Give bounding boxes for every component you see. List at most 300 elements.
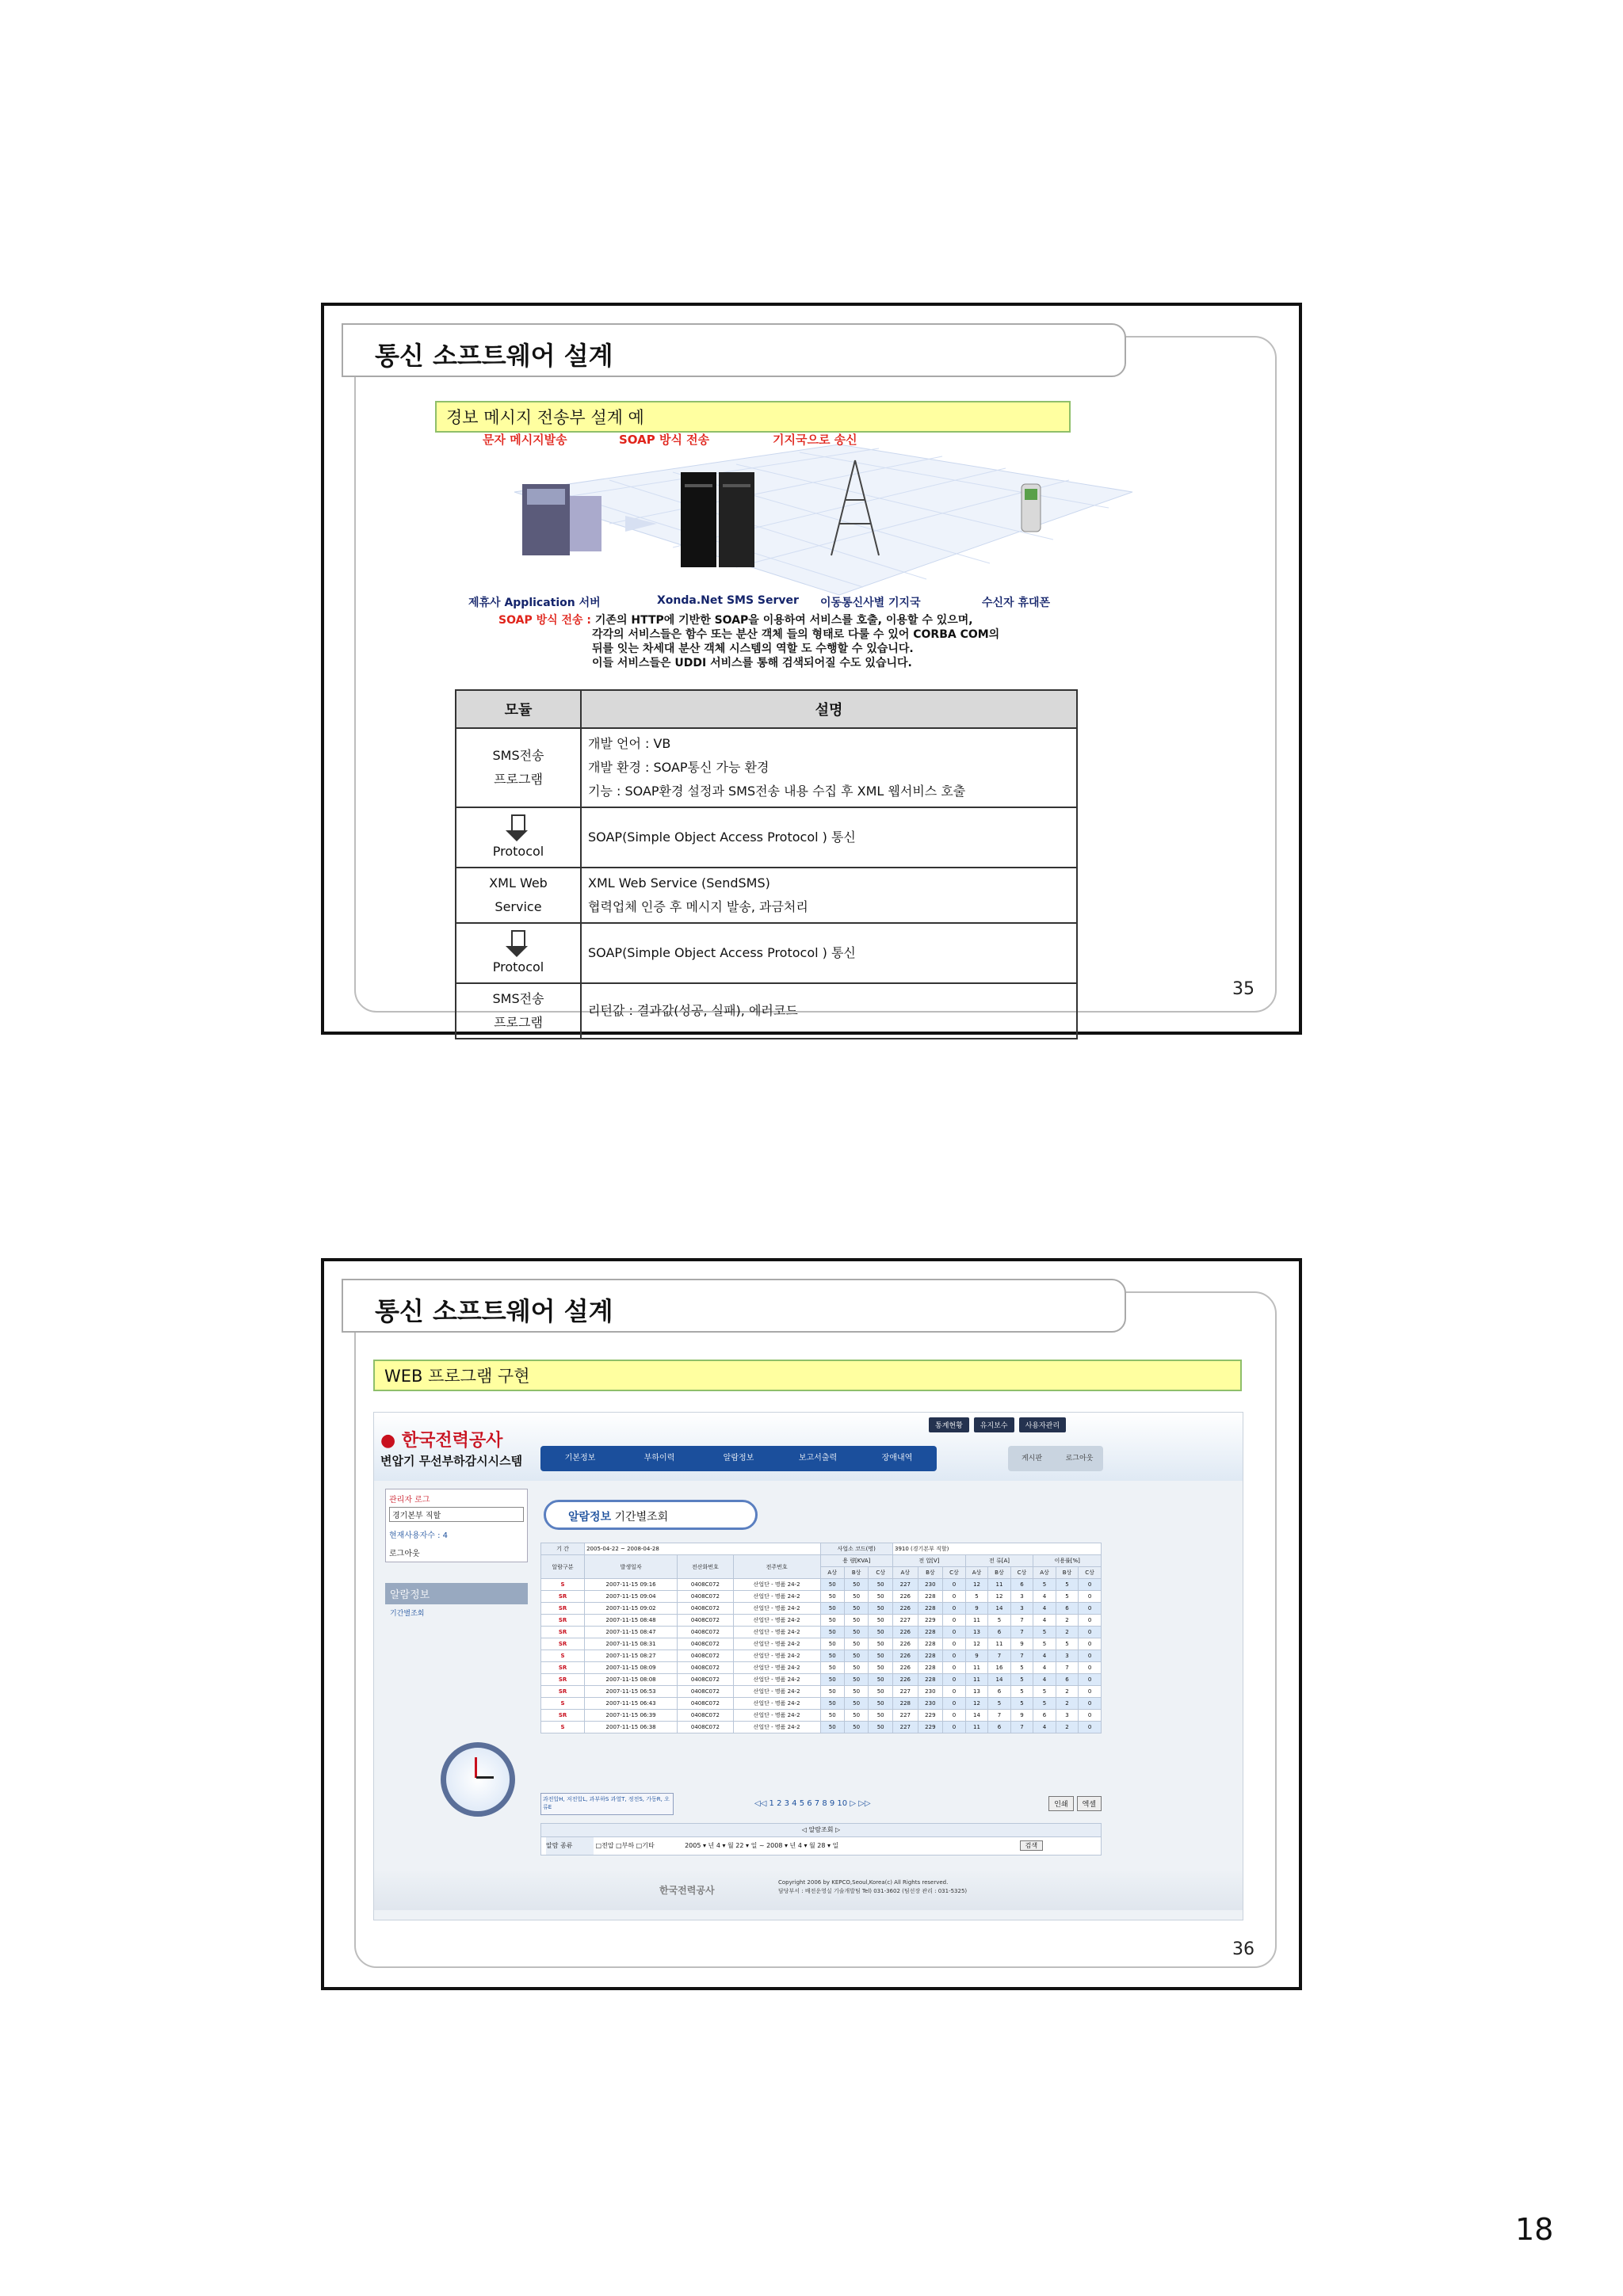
table-cell: 50: [844, 1710, 868, 1722]
arrow-down-icon: [511, 930, 525, 948]
table-cell: 226: [893, 1650, 918, 1662]
top-link-users[interactable]: 사용자관리: [1019, 1417, 1066, 1432]
table-cell: 50: [820, 1698, 844, 1710]
diagram-caption-app-server: 제휴사 Application 서버: [468, 597, 601, 609]
table-cell: 7: [1010, 1627, 1033, 1638]
table-cell: 2007-11-15 06:43: [585, 1698, 678, 1710]
table-cell: 50: [844, 1627, 868, 1638]
alarm-type-cell: SR: [541, 1591, 585, 1603]
table-cell: 226: [893, 1627, 918, 1638]
slide-page-number: 36: [1232, 1939, 1254, 1959]
table-cell: 5: [965, 1591, 987, 1603]
table-cell: 산업단 - 명품 24-2: [733, 1615, 820, 1627]
table-cell: 산업단 - 명품 24-2: [733, 1674, 820, 1686]
table-cell: 0408C072: [678, 1650, 734, 1662]
alarm-type-cell: SR: [541, 1662, 585, 1674]
table-cell: 3: [1010, 1591, 1033, 1603]
table-cell: 229: [918, 1615, 943, 1627]
diagram-label-soap: SOAP 방식 전송: [619, 433, 710, 447]
table-cell: 50: [869, 1686, 893, 1698]
table-cell: 5: [1056, 1579, 1078, 1591]
module-cell: Protocol: [456, 807, 581, 868]
table-cell: 11: [988, 1579, 1010, 1591]
table-cell: 5: [1010, 1698, 1033, 1710]
table-cell: 산업단 - 명품 24-2: [733, 1591, 820, 1603]
table-cell: 4: [1033, 1615, 1056, 1627]
table-cell: 50: [844, 1722, 868, 1733]
table-cell: 50: [869, 1662, 893, 1674]
alarm-type-cell: SR: [541, 1710, 585, 1722]
table-cell: 50: [869, 1603, 893, 1615]
title-tab: [342, 323, 1126, 377]
diagram-caption-base-station: 이동통신사별 기지국: [820, 597, 921, 609]
table-cell: 4: [1033, 1722, 1056, 1733]
table-cell: 0: [1079, 1710, 1102, 1722]
table-cell: 5: [1033, 1686, 1056, 1698]
alarm-type-cell: S: [541, 1698, 585, 1710]
table-cell: 4: [1033, 1662, 1056, 1674]
sub-nav: [1008, 1446, 1103, 1471]
table-cell: 7: [988, 1650, 1010, 1662]
table-cell: 227: [893, 1710, 918, 1722]
table-cell: 9: [1010, 1638, 1033, 1650]
table-cell: 0408C072: [678, 1662, 734, 1674]
table-cell: 2: [1056, 1722, 1078, 1733]
table-row[interactable]: [541, 1615, 1102, 1627]
table-cell: 5: [1033, 1638, 1056, 1650]
table-cell: 산업단 - 명품 24-2: [733, 1638, 820, 1650]
table-cell: 5: [1010, 1674, 1033, 1686]
table-cell: 11: [965, 1662, 987, 1674]
excel-button[interactable]: 엑셀: [1077, 1796, 1102, 1811]
alarm-search-title: ◁ 알람조회 ▷: [540, 1823, 1102, 1837]
soap-note-line: 이들 서비스들은 UDDI 서비스를 통해 검색되어질 수도 있습니다.: [592, 657, 912, 669]
table-row[interactable]: [541, 1722, 1102, 1733]
table-cell: 산업단 - 명품 24-2: [733, 1722, 820, 1733]
col-header: 용 량[KVA]: [820, 1555, 893, 1567]
phase-header: C상: [869, 1567, 893, 1579]
phase-header: B상: [918, 1567, 943, 1579]
phase-header: A상: [1033, 1567, 1056, 1579]
table-cell: 0: [943, 1615, 966, 1627]
table-row[interactable]: [541, 1710, 1102, 1722]
phase-header: B상: [988, 1567, 1010, 1579]
module-cell: SMS전송 프로그램: [456, 983, 581, 1039]
desc-cell: SOAP(Simple Object Access Protocol ) 통신: [581, 923, 1077, 983]
table-cell: 0: [943, 1674, 966, 1686]
table-cell: 230: [918, 1579, 943, 1591]
web-footer: [374, 1869, 1243, 1910]
table-cell: 228: [918, 1674, 943, 1686]
left-panel: [385, 1489, 528, 1901]
panel-title: 알람정보 기간별조회: [544, 1500, 758, 1530]
phase-header: A상: [965, 1567, 987, 1579]
col-header: 전주번호: [733, 1555, 820, 1579]
alarm-kind-label: 알람 종류: [546, 1837, 594, 1855]
soap-note-line: 각각의 서비스들은 함수 또는 분산 객체 들의 형태로 다룰 수 있어 CORBA COM의: [592, 628, 1000, 641]
table-cell: 2007-11-15 08:08: [585, 1674, 678, 1686]
alarm-type-cell: SR: [541, 1615, 585, 1627]
col-header: 이용률[%]: [1033, 1555, 1102, 1567]
table-cell: 0: [1079, 1627, 1102, 1638]
nav-faults[interactable]: 장애내역: [881, 1454, 913, 1463]
table-cell: 0: [1079, 1579, 1102, 1591]
login-box: [385, 1489, 528, 1562]
table-cell: 0: [1079, 1638, 1102, 1650]
pager-bar: [540, 1793, 1102, 1817]
table-cell: 0: [1079, 1650, 1102, 1662]
table-cell: 2007-11-15 09:02: [585, 1603, 678, 1615]
col-header: 전 압[V]: [893, 1555, 966, 1567]
table-cell: 산업단 - 명품 24-2: [733, 1603, 820, 1615]
table-cell: 50: [820, 1591, 844, 1603]
table-cell: 11: [965, 1674, 987, 1686]
table-cell: 50: [820, 1674, 844, 1686]
table-cell: 13: [965, 1686, 987, 1698]
alarm-type-cell: S: [541, 1722, 585, 1733]
alarm-type-cell: S: [541, 1650, 585, 1662]
login-label: 관리자 로그: [389, 1496, 430, 1505]
top-link-maintenance[interactable]: 유지보수: [974, 1417, 1014, 1432]
table-cell: 12: [965, 1638, 987, 1650]
date-range-selects[interactable]: 2005 ▾ 년 4 ▾ 월 22 ▾ 일 ~ 2008 ▾ 년 4 ▾ 월 28 ▾ 일: [685, 1842, 839, 1849]
nav-report[interactable]: 보고서출력: [798, 1454, 838, 1463]
subtitle-text: 경보 메시지 전송부 설계 예: [446, 408, 644, 427]
table-cell: 5: [1056, 1591, 1078, 1603]
system-name: 변압기 무선부하감시시스템: [380, 1454, 523, 1468]
nav-logout[interactable]: 로그아웃: [1065, 1455, 1094, 1463]
phase-header: C상: [1079, 1567, 1102, 1579]
title-tab: [342, 1279, 1126, 1333]
table-cell: 13: [965, 1627, 987, 1638]
table-cell: 50: [844, 1686, 868, 1698]
table-header: 설명: [581, 690, 1077, 728]
table-cell: 0408C072: [678, 1698, 734, 1710]
alarm-kind-checkboxes[interactable]: □전압 □부하 □기타: [595, 1842, 655, 1849]
table-cell: 50: [869, 1698, 893, 1710]
table-header-row: [456, 690, 1077, 728]
col-header: 알람구분: [541, 1555, 585, 1579]
table-cell: 50: [844, 1638, 868, 1650]
table-cell: 7: [1056, 1662, 1078, 1674]
table-row[interactable]: [541, 1674, 1102, 1686]
table-cell: 50: [820, 1710, 844, 1722]
slide-36: [321, 1258, 1302, 1990]
print-button[interactable]: 인쇄: [1048, 1796, 1073, 1811]
slide-title: 통신 소프트웨어 설계: [375, 341, 613, 371]
table-cell: 산업단 - 명품 24-2: [733, 1650, 820, 1662]
table-header-row: [541, 1555, 1102, 1567]
nav-load-history[interactable]: 부하이력: [643, 1454, 675, 1463]
diagram-label-tower: 기지국으로 송신: [773, 433, 857, 447]
table-cell: 6: [988, 1686, 1010, 1698]
table-cell: 14: [988, 1674, 1010, 1686]
nav-basic-info[interactable]: 기본정보: [564, 1454, 596, 1463]
table-cell: 228: [893, 1698, 918, 1710]
table-row: [456, 807, 1077, 868]
current-users: 현재사용자수 : 4: [389, 1531, 449, 1540]
phase-header: C상: [943, 1567, 966, 1579]
table-row[interactable]: [541, 1603, 1102, 1615]
table-cell: 산업단 - 명품 24-2: [733, 1627, 820, 1638]
table-cell: 50: [869, 1722, 893, 1733]
table-cell: 6: [1056, 1674, 1078, 1686]
table-cell: 5: [1056, 1638, 1078, 1650]
table-row[interactable]: [541, 1627, 1102, 1638]
module-cell: Protocol: [456, 923, 581, 983]
table-cell: 11: [988, 1638, 1010, 1650]
subtitle-box: [373, 1360, 1242, 1391]
module-cell: SMS전송 프로그램: [456, 728, 581, 807]
soap-note-line: 기존의 HTTP에 기반한 SOAP을 이용하여 서비스를 호출, 이용할 수 있으며,: [594, 614, 973, 627]
table-cell: 228: [918, 1627, 943, 1638]
table-cell: 226: [893, 1591, 918, 1603]
table-cell: 0408C072: [678, 1710, 734, 1722]
table-row[interactable]: [541, 1698, 1102, 1710]
diagram-caption-sms-server: Xonda.Net SMS Server: [657, 594, 799, 607]
table-cell: 0: [943, 1603, 966, 1615]
table-cell: 50: [869, 1710, 893, 1722]
desc-cell: 개발 언어 : VB 개발 환경 : SOAP통신 가능 환경 기능 : SOAP환경 설정과 SMS전송 내용 수집 후 XML 웹서비스 호출: [581, 728, 1077, 807]
kepco-logo: ● 한국전력공사: [380, 1431, 503, 1451]
table-cell: 2007-11-15 08:47: [585, 1627, 678, 1638]
table-cell: 7: [1010, 1615, 1033, 1627]
table-cell: 6: [988, 1722, 1010, 1733]
phase-header: A상: [820, 1567, 844, 1579]
nav-alarm-info[interactable]: 알람정보: [723, 1454, 754, 1463]
table-row[interactable]: [541, 1638, 1102, 1650]
phase-header: B상: [844, 1567, 868, 1579]
table-cell: 2007-11-15 08:09: [585, 1662, 678, 1674]
table-cell: 50: [844, 1591, 868, 1603]
table-cell: 228: [918, 1638, 943, 1650]
table-cell: 0: [943, 1650, 966, 1662]
table-cell: 6: [1010, 1579, 1033, 1591]
table-cell: 2: [1056, 1615, 1078, 1627]
alarm-type-cell: SR: [541, 1638, 585, 1650]
footer-copyright: Copyright 2006 by KEPCO,Seoul,Korea(c) All Rights reserved. 담당부서 : 배전운영실 기술개발팀 Tel) 031-3602 (팀선장 관리 : 031-5325): [778, 1879, 968, 1894]
table-cell: 14: [965, 1710, 987, 1722]
table-cell: 7: [1010, 1650, 1033, 1662]
table-row: [456, 983, 1077, 1039]
table-cell: 50: [820, 1603, 844, 1615]
table-cell: 산업단 - 명품 24-2: [733, 1579, 820, 1591]
table-cell: 230: [918, 1698, 943, 1710]
table-cell: 0408C072: [678, 1579, 734, 1591]
table-cell: 4: [1033, 1603, 1056, 1615]
table-cell: 50: [844, 1698, 868, 1710]
table-cell: 2007-11-15 06:53: [585, 1686, 678, 1698]
table-cell: 4: [1033, 1674, 1056, 1686]
col-header: 발생일자: [585, 1555, 678, 1579]
table-cell: 50: [820, 1627, 844, 1638]
table-row[interactable]: [541, 1579, 1102, 1591]
table-cell: 0: [943, 1722, 966, 1733]
table-cell: 50: [820, 1615, 844, 1627]
table-cell: 227: [893, 1579, 918, 1591]
table-cell: 50: [820, 1650, 844, 1662]
table-cell: 229: [918, 1722, 943, 1733]
table-cell: 50: [844, 1615, 868, 1627]
table-cell: 50: [844, 1603, 868, 1615]
table-cell: 2007-11-15 06:38: [585, 1722, 678, 1733]
table-row: [456, 923, 1077, 983]
logout-link[interactable]: 로그아웃: [389, 1550, 420, 1558]
soap-note-key: SOAP 방식 전송 :: [498, 614, 592, 627]
alarm-search: [540, 1823, 1102, 1859]
pagination[interactable]: ◁◁ 1 2 3 4 5 6 7 8 9 10 ▷ ▷▷: [754, 1799, 871, 1808]
web-screenshot: [373, 1412, 1243, 1920]
table-cell: 5: [988, 1615, 1010, 1627]
alarm-clock-icon: [441, 1742, 515, 1817]
table-cell: 2007-11-15 08:48: [585, 1615, 678, 1627]
table-cell: 0: [1079, 1674, 1102, 1686]
table-cell: 4: [1033, 1591, 1056, 1603]
table-cell: 12: [965, 1579, 987, 1591]
table-cell: 50: [869, 1627, 893, 1638]
table-cell: 산업단 - 명품 24-2: [733, 1698, 820, 1710]
col-header: 전 류[A]: [965, 1555, 1033, 1567]
table-row[interactable]: [541, 1686, 1102, 1698]
phase-header: B상: [1056, 1567, 1078, 1579]
table-row[interactable]: [541, 1591, 1102, 1603]
table-cell: 0: [1079, 1662, 1102, 1674]
slide-35: [321, 303, 1302, 1035]
table-cell: 3: [1010, 1603, 1033, 1615]
document-page-number: 18: [1515, 2212, 1554, 2247]
table-cell: 5: [1033, 1579, 1056, 1591]
table-cell: 3: [1056, 1710, 1078, 1722]
table-cell: 9: [965, 1603, 987, 1615]
table-cell: 0408C072: [678, 1591, 734, 1603]
table-cell: 228: [918, 1591, 943, 1603]
office-label: 사업소 코드(명): [820, 1543, 893, 1555]
alarm-search-row: [540, 1837, 1102, 1855]
table-header: 모듈: [456, 690, 581, 728]
alarm-type-cell: SR: [541, 1603, 585, 1615]
table-cell: 50: [869, 1650, 893, 1662]
table-cell: 226: [893, 1662, 918, 1674]
table-cell: 0: [1079, 1603, 1102, 1615]
table-cell: 산업단 - 명품 24-2: [733, 1710, 820, 1722]
table-cell: 50: [869, 1591, 893, 1603]
nav-board[interactable]: 게시판: [1021, 1455, 1043, 1463]
soap-description: [498, 613, 1053, 670]
table-cell: 5: [988, 1698, 1010, 1710]
table-cell: 50: [844, 1662, 868, 1674]
table-cell: 50: [820, 1686, 844, 1698]
table-cell: 0408C072: [678, 1674, 734, 1686]
search-button[interactable]: 검색: [1020, 1840, 1043, 1851]
module-cell: XML Web Service: [456, 868, 581, 923]
table-cell: 0408C072: [678, 1722, 734, 1733]
web-header: [374, 1413, 1243, 1481]
desc-cell: XML Web Service (SendSMS) 협력업체 인증 후 메시지 발송, 과금처리: [581, 868, 1077, 923]
table-cell: 산업단 - 명품 24-2: [733, 1686, 820, 1698]
alarm-type-cell: SR: [541, 1674, 585, 1686]
table-cell: 226: [893, 1603, 918, 1615]
table-cell: 6: [1056, 1603, 1078, 1615]
slide-title: 통신 소프트웨어 설계: [375, 1296, 613, 1326]
branch-select[interactable]: 경기본부 직할: [389, 1507, 524, 1522]
table-cell: 0: [943, 1579, 966, 1591]
table-cell: 0: [943, 1591, 966, 1603]
alarm-type-cell: S: [541, 1579, 585, 1591]
diagram-label-send: 문자 메시지발송: [483, 433, 567, 447]
table-cell: 2: [1056, 1627, 1078, 1638]
table-row: [456, 868, 1077, 923]
table-row: [456, 728, 1077, 807]
alarm-type-cell: SR: [541, 1686, 585, 1698]
phase-header: A상: [893, 1567, 918, 1579]
table-cell: 5: [1010, 1662, 1033, 1674]
table-cell: 0408C072: [678, 1638, 734, 1650]
left-item-period[interactable]: 기간별조회: [390, 1610, 425, 1618]
table-cell: 0408C072: [678, 1615, 734, 1627]
table-cell: 0: [943, 1662, 966, 1674]
table-cell: 0: [1079, 1615, 1102, 1627]
table-cell: 12: [965, 1698, 987, 1710]
desc-cell: 리턴값 : 결과값(성공, 실패), 에러코드: [581, 983, 1077, 1039]
period-label: 기 간: [541, 1543, 585, 1555]
table-cell: 226: [893, 1674, 918, 1686]
left-section-alarm[interactable]: 알람정보: [385, 1583, 528, 1604]
table-cell: 50: [844, 1579, 868, 1591]
table-cell: 227: [893, 1722, 918, 1733]
table-cell: 6: [1033, 1710, 1056, 1722]
alarm-table: [540, 1543, 1102, 1733]
diagram-graphic: [467, 437, 1164, 619]
module-table: [455, 689, 1078, 1039]
table-cell: 9: [1010, 1710, 1033, 1722]
footer-logo: 한국전력공사: [659, 1885, 715, 1896]
table-cell: 227: [893, 1686, 918, 1698]
table-cell: 4: [1033, 1650, 1056, 1662]
table-cell: 228: [918, 1662, 943, 1674]
alarm-type-cell: SR: [541, 1627, 585, 1638]
action-buttons: [1048, 1796, 1102, 1811]
diagram-caption-phone: 수신자 휴대폰: [982, 597, 1051, 609]
table-cell: 12: [988, 1591, 1010, 1603]
main-nav: [540, 1446, 937, 1471]
table-cell: 2007-11-15 09:16: [585, 1579, 678, 1591]
phase-header: C상: [1010, 1567, 1033, 1579]
table-cell: 230: [918, 1686, 943, 1698]
table-cell: 7: [988, 1710, 1010, 1722]
table-cell: 16: [988, 1662, 1010, 1674]
table-cell: 2007-11-15 08:27: [585, 1650, 678, 1662]
soap-note-line: 뒤를 잇는 차세대 분산 객체 시스템의 역할 도 수행할 수 있습니다.: [592, 643, 914, 655]
table-cell: 5: [1033, 1698, 1056, 1710]
table-cell: 229: [918, 1710, 943, 1722]
table-cell: 50: [844, 1674, 868, 1686]
top-link-stats[interactable]: 통계현황: [929, 1417, 969, 1432]
table-row[interactable]: [541, 1662, 1102, 1674]
slide-page-number: 35: [1232, 979, 1254, 999]
table-cell: 0408C072: [678, 1686, 734, 1698]
table-cell: 227: [893, 1615, 918, 1627]
table-cell: 0: [1079, 1722, 1102, 1733]
severity-legend: 과전압H, 저전압L, 과부하S 과열T, 정전S, 가동R, 오류E: [540, 1793, 674, 1815]
table-cell: 2: [1056, 1698, 1078, 1710]
subtitle-box: [435, 401, 1071, 433]
table-cell: 0: [943, 1698, 966, 1710]
subtitle-text: WEB 프로그램 구현: [384, 1367, 530, 1386]
table-cell: 5: [1010, 1686, 1033, 1698]
table-row[interactable]: [541, 1650, 1102, 1662]
table-cell: 0: [1079, 1686, 1102, 1698]
table-cell: 228: [918, 1603, 943, 1615]
